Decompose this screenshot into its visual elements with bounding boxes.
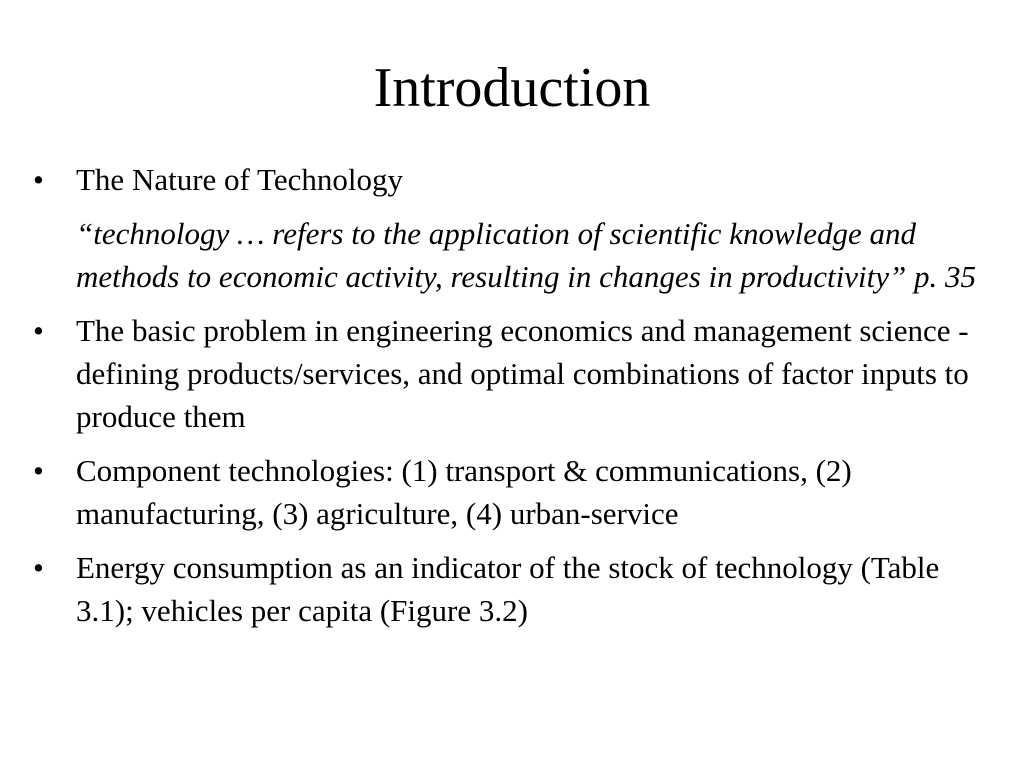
bullet-text: The basic problem in engineering economics and management science - defining products/services, and optimal combinations of factor inputs to produce them xyxy=(76,313,969,434)
bullet-dot-icon: • xyxy=(33,313,44,348)
bullet-dot-icon: • xyxy=(33,453,44,488)
bullet-dot-icon: • xyxy=(33,550,44,585)
bullet-dot-icon: • xyxy=(33,162,44,197)
bullet-list xyxy=(0,158,1024,643)
technology-definition-quote: “technology … refers to the application of scientific knowledge and methods to economic activity, resulting in changes in productivity” p. 35 xyxy=(76,216,976,294)
bullet-item-basic-problem xyxy=(0,309,1024,438)
bullet-text: Component technologies: (1) transport & communications, (2) manufacturing, (3) agriculture, (4) urban-service xyxy=(76,453,852,531)
bullet-item-energy-consumption xyxy=(0,546,1024,632)
bullet-item-nature-of-technology xyxy=(0,158,1024,201)
bullet-item-component-technologies xyxy=(0,449,1024,535)
bullet-text: The Nature of Technology xyxy=(76,162,403,197)
bullet-text: Energy consumption as an indicator of the stock of technology (Table 3.1); vehicles per capita (Figure 3.2) xyxy=(76,550,940,628)
slide-title: Introduction xyxy=(373,57,651,119)
